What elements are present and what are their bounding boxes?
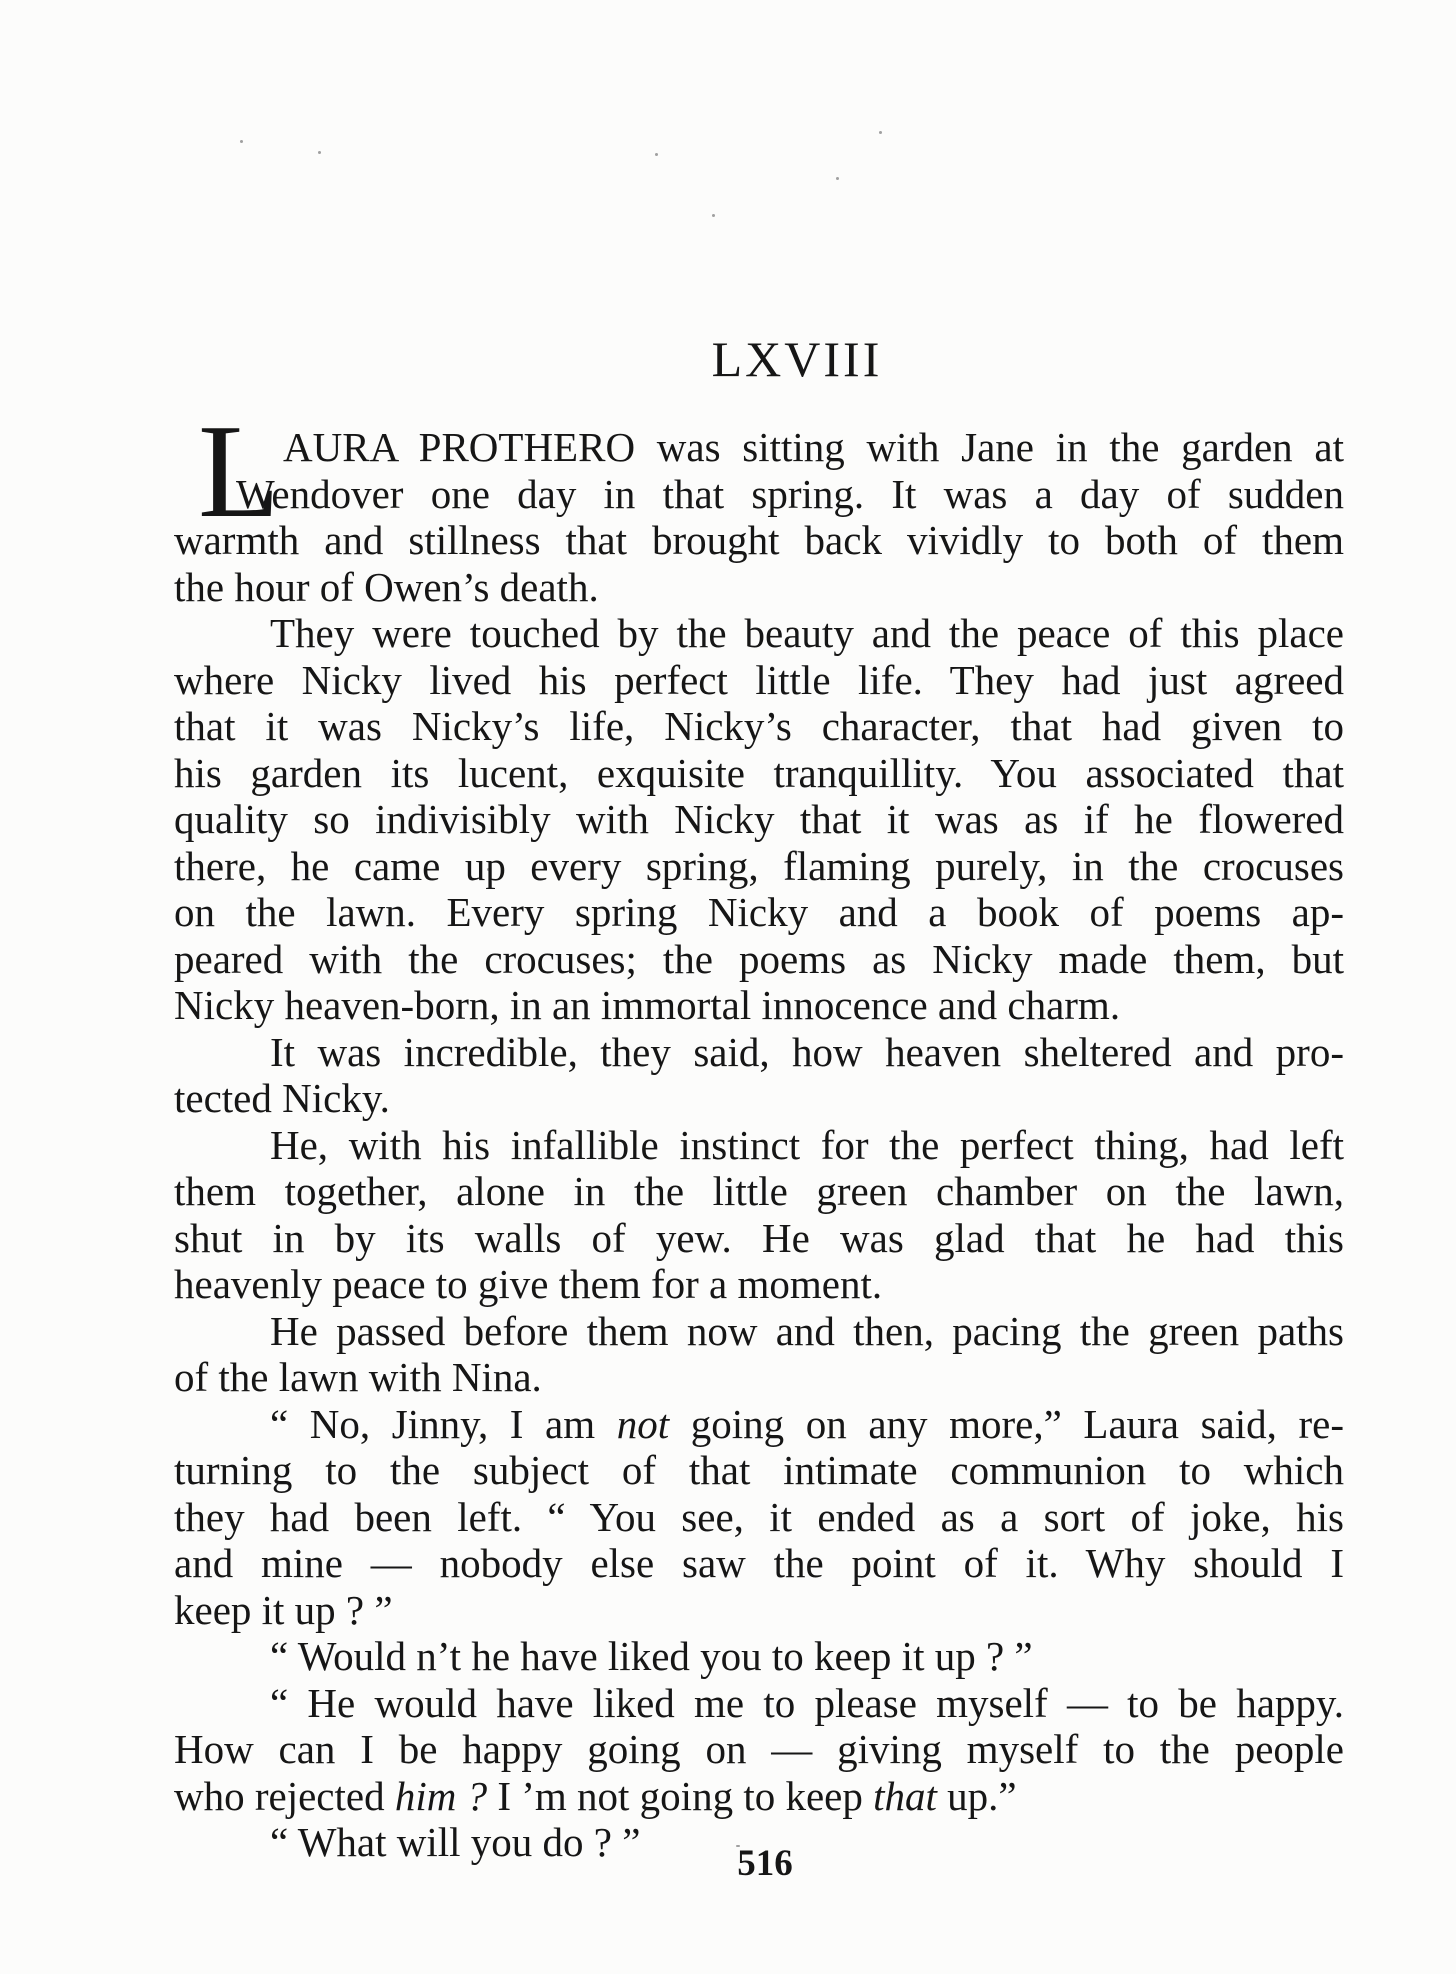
drop-cap: L xyxy=(198,397,280,545)
text-line: “ What will you do ? ” xyxy=(270,1819,641,1865)
page-number: 516 xyxy=(737,1843,793,1884)
paragraph xyxy=(174,1122,1344,1308)
text-line: AURA PROTHERO was sitting with Jane in the garden at xyxy=(283,424,1344,470)
text-line: shut in by its walls of yew. He was glad that he had this xyxy=(174,1214,1344,1261)
paragraph xyxy=(174,1401,1344,1634)
paragraph xyxy=(174,610,1344,1029)
text-line: heavenly peace to give them for a moment. xyxy=(174,1261,883,1307)
text-line: there, he came up every spring, flaming purely, in the crocuses xyxy=(174,842,1344,889)
text-line: them together, alone in the little green chamber on the lawn, xyxy=(174,1168,1344,1214)
text-line: peared with the crocuses; the poems as Nicky made them, but xyxy=(174,935,1344,982)
scan-speck xyxy=(240,140,243,143)
paragraph xyxy=(174,1308,1344,1401)
text-line: quality so indivisibly with Nicky that it was as if he flowered xyxy=(174,796,1344,842)
scan-speck xyxy=(712,214,715,217)
text-line: of the lawn with Nina. xyxy=(174,1354,542,1400)
scan-speck xyxy=(879,131,882,134)
text-line: They were touched by the beauty and the peace of this place xyxy=(270,610,1344,656)
paragraph xyxy=(174,397,1344,610)
text-line: warmth and stillness that brought back vividly to both of them xyxy=(174,517,1344,563)
text-line: his garden its lucent, exquisite tranquillity. You associated that xyxy=(174,749,1344,796)
text-line: keep it up ? ” xyxy=(174,1586,393,1633)
text-line: “ He would have liked me to please myself — to be happy. xyxy=(270,1679,1344,1726)
text-line: He, with his infallible instinct for the perfect thing, had left xyxy=(270,1121,1344,1168)
text-line: tected Nicky. xyxy=(174,1075,390,1121)
text-line: Wendover one day in that spring. It was a day of sudden xyxy=(236,470,1344,517)
text-line: “ No, Jinny, I am not going on any more,” Laura said, re- xyxy=(270,1400,1345,1447)
text-line: and mine — nobody else saw the point of it. Why should I xyxy=(174,1540,1344,1586)
text-line: turning to the subject of that intimate communion to which xyxy=(174,1447,1344,1493)
text-line: that it was Nicky’s life, Nicky’s character, that had given to xyxy=(174,703,1344,749)
text-line: He passed before them now and then, pacing the green paths xyxy=(270,1307,1344,1354)
text-line: How can I be happy going on — giving myself to the people xyxy=(174,1726,1344,1772)
paragraphs xyxy=(174,397,1345,1866)
chapter-heading: LXVIII xyxy=(711,331,883,387)
text-line: on the lawn. Every spring Nicky and a book of poems ap- xyxy=(174,889,1344,935)
paragraph xyxy=(174,1680,1344,1820)
scan-speck xyxy=(655,153,658,156)
paragraph xyxy=(174,1633,1344,1680)
text-line: “ Would n’t he have liked you to keep it up ? ” xyxy=(270,1633,1033,1679)
body-text xyxy=(174,397,1345,1866)
text-line: who rejected him ? I ’m not going to keep that up.” xyxy=(174,1772,1017,1819)
text-line: Nicky heaven-born, in an immortal innocence and charm. xyxy=(174,982,1121,1028)
text-line: the hour of Owen’s death. xyxy=(174,563,599,610)
text-line: they had been left. “ You see, it ended as a sort of joke, his xyxy=(174,1493,1344,1540)
scan-speck xyxy=(836,177,839,180)
text-line: It was incredible, they said, how heaven sheltered and pro- xyxy=(270,1028,1344,1075)
text-line: where Nicky lived his perfect little life. They had just agreed xyxy=(174,656,1344,703)
scan-speck xyxy=(318,151,321,154)
paragraph xyxy=(174,1029,1344,1122)
